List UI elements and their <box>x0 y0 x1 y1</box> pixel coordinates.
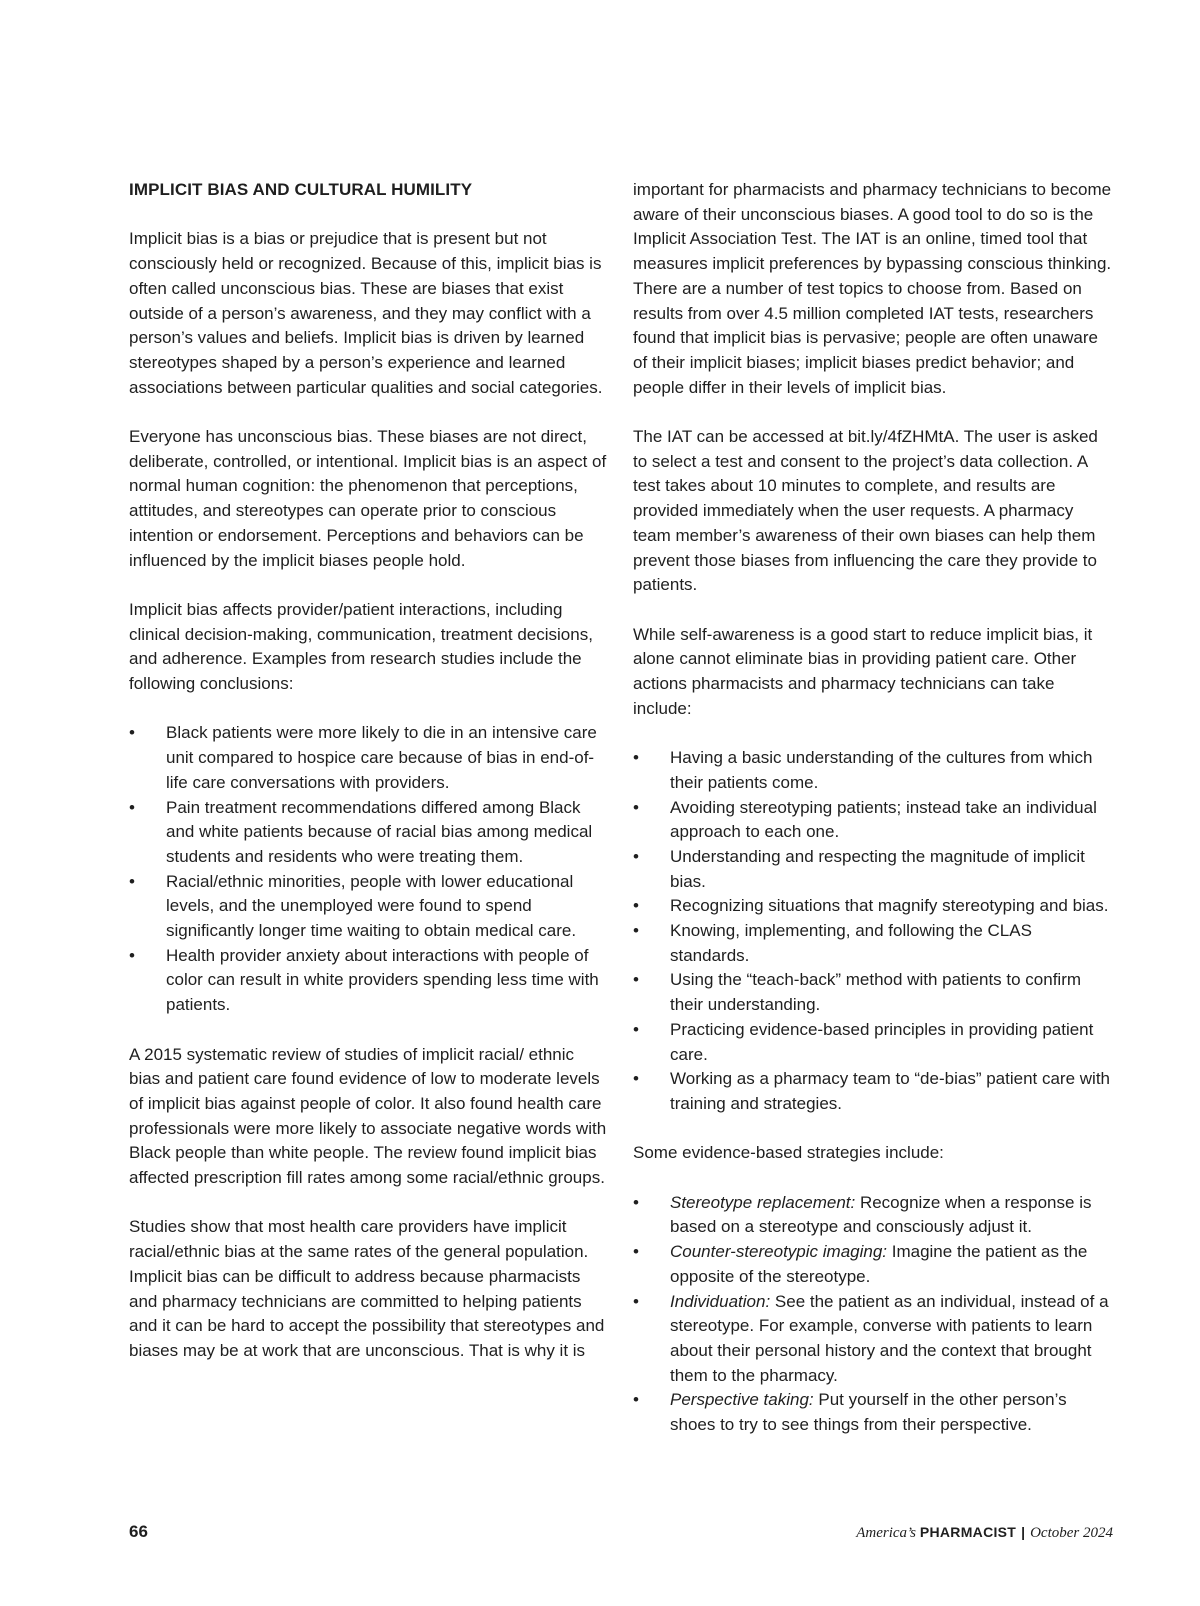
strategy-term: Individuation: <box>670 1291 771 1311</box>
paragraph: Implicit bias affects provider/patient interactions, including clinical decision-making, communication, treatment decisions, and adherence. Examples from research studies include the following conclusions: <box>129 599 593 694</box>
list-item: • Black patients were more likely to die in an intensive care unit compared to hospice care because of bias in end-of-life care conversations with providers. <box>129 721 607 795</box>
page-number: 66 <box>129 1522 148 1541</box>
list-item: • Working as a pharmacy team to “de-bias” patient care with training and strategies. <box>633 1067 1113 1116</box>
magazine-name: PHARMACIST <box>919 1524 1017 1540</box>
list-item: • Understanding and respecting the magnitude of implicit bias. <box>633 845 1113 894</box>
right-column <box>633 178 1113 1462</box>
list-item: • Practicing evidence-based principles in providing patient care. <box>633 1018 1113 1067</box>
list-item: • Knowing, implementing, and following the CLAS standards. <box>633 919 1113 968</box>
strategy-term: Stereotype replacement: <box>670 1192 856 1212</box>
magazine-prefix: America’s <box>856 1525 916 1541</box>
left-column <box>129 178 607 1388</box>
list-item: • Racial/ethnic minorities, people with lower educational levels, and the unemployed were found to spend significantly longer time waiting to obtain medical care. <box>129 870 607 944</box>
strategy-text: Imagine the patient as the opposite of the stereotype. <box>670 1242 1088 1286</box>
actions-list <box>633 746 1113 1117</box>
list-item: • Having a basic understanding of the cultures from which their patients come. <box>633 746 1113 795</box>
masthead-separator: | <box>1021 1524 1026 1540</box>
list-item <box>633 1240 1113 1289</box>
paragraph: Studies show that most health care providers have implicit racial/ethnic bias at the same rates of the general population. Implicit bias can be difficult to address because pharmacists and pharmacy technicians are committed to helping patients and it can be hard to accept the possibility that stereotypes and biases may be at work that are unconscious. That is why it is <box>129 1217 605 1360</box>
issue-date: October 2024 <box>1030 1525 1113 1541</box>
strategy-term: Perspective taking: <box>670 1390 814 1410</box>
paragraph: The IAT can be accessed at bit.ly/4fZHMtA. The user is asked to select a test and consent to the project’s data collection. A test takes about 10 minutes to complete, and results are provided immediately when the user requests. A pharmacy team member’s awareness of their own biases can help them prevent those biases from influencing the care they provide to patients. <box>633 427 1098 595</box>
paragraph: important for pharmacists and pharmacy technicians to become aware of their unconscious biases. A good tool to do so is the Implicit Association Test. The IAT is an online, timed tool that measures implicit preferences by bypassing conscious thinking. There are a number of test topics to choose from. Based on results from over 4.5 million completed IAT tests, researchers found that implicit bias is pervasive; people are often unaware of their implicit biases; implicit biases predict behavior; and people differ in their levels of implicit bias. <box>633 180 1112 397</box>
list-item <box>633 1290 1113 1389</box>
strategy-term: Counter-stereotypic imaging: <box>670 1242 888 1262</box>
strategy-text: See the patient as an individual, instead of a stereotype. For example, converse with patients to learn about their personal history and the context that brought them to the pharmacy. <box>670 1291 1109 1385</box>
masthead <box>856 1524 1113 1542</box>
section-heading: IMPLICIT BIAS AND CULTURAL HUMILITY <box>129 180 473 199</box>
list-item: • Pain treatment recommendations differed among Black and white patients because of racial bias among medical students and residents who were treating them. <box>129 796 607 870</box>
list-item <box>633 1388 1113 1437</box>
list-item: • Health provider anxiety about interactions with people of color can result in white providers spending less time with patients. <box>129 944 607 1018</box>
strategy-text: Put yourself in the other person’s shoes to try to see things from their perspective. <box>670 1390 1067 1435</box>
paragraph: Everyone has unconscious bias. These biases are not direct, deliberate, controlled, or intentional. Implicit bias is an aspect of normal human cognition: the phenomenon that perceptions, attitudes, and stereotypes can operate prior to conscious intention or endorsement. Perceptions and behaviors can be influenced by the implicit biases people hold. <box>129 427 607 570</box>
strategies-list <box>633 1191 1113 1438</box>
strategy-text: Recognize when a response is based on a stereotype and consciously adjust it. <box>670 1192 1092 1237</box>
paragraph: A 2015 systematic review of studies of implicit racial/ ethnic bias and patient care found evidence of low to moderate levels of implicit bias against people of color. It also found health care professionals were more likely to associate negative words with Black people than white people. The review found implicit bias affected prescription fill rates among some racial/ethnic groups. <box>129 1044 607 1188</box>
paragraph: While self-awareness is a good start to reduce implicit bias, it alone cannot eliminate bias in providing patient care. Other actions pharmacists and pharmacy technicians can take include: <box>633 624 1093 718</box>
list-item: • Avoiding stereotyping patients; instead take an individual approach to each one. <box>633 796 1113 845</box>
list-item: • Recognizing situations that magnify stereotyping and bias. <box>633 894 1113 919</box>
research-conclusions-list <box>129 721 607 1017</box>
page-footer <box>129 1522 1113 1546</box>
paragraph: Implicit bias is a bias or prejudice that is present but not consciously held or recognized. Because of this, implicit bias is often called unconscious bias. These are biases that exist outside of a person’s awareness, and they may conflict with a person’s values and beliefs. Implicit bias is driven by learned stereotypes shaped by a person’s experience and learned associations between particular qualities and social categories. <box>129 229 603 397</box>
list-item <box>633 1191 1113 1240</box>
list-item: • Using the “teach-back” method with patients to confirm their understanding. <box>633 968 1113 1017</box>
paragraph: Some evidence-based strategies include: <box>633 1143 944 1163</box>
